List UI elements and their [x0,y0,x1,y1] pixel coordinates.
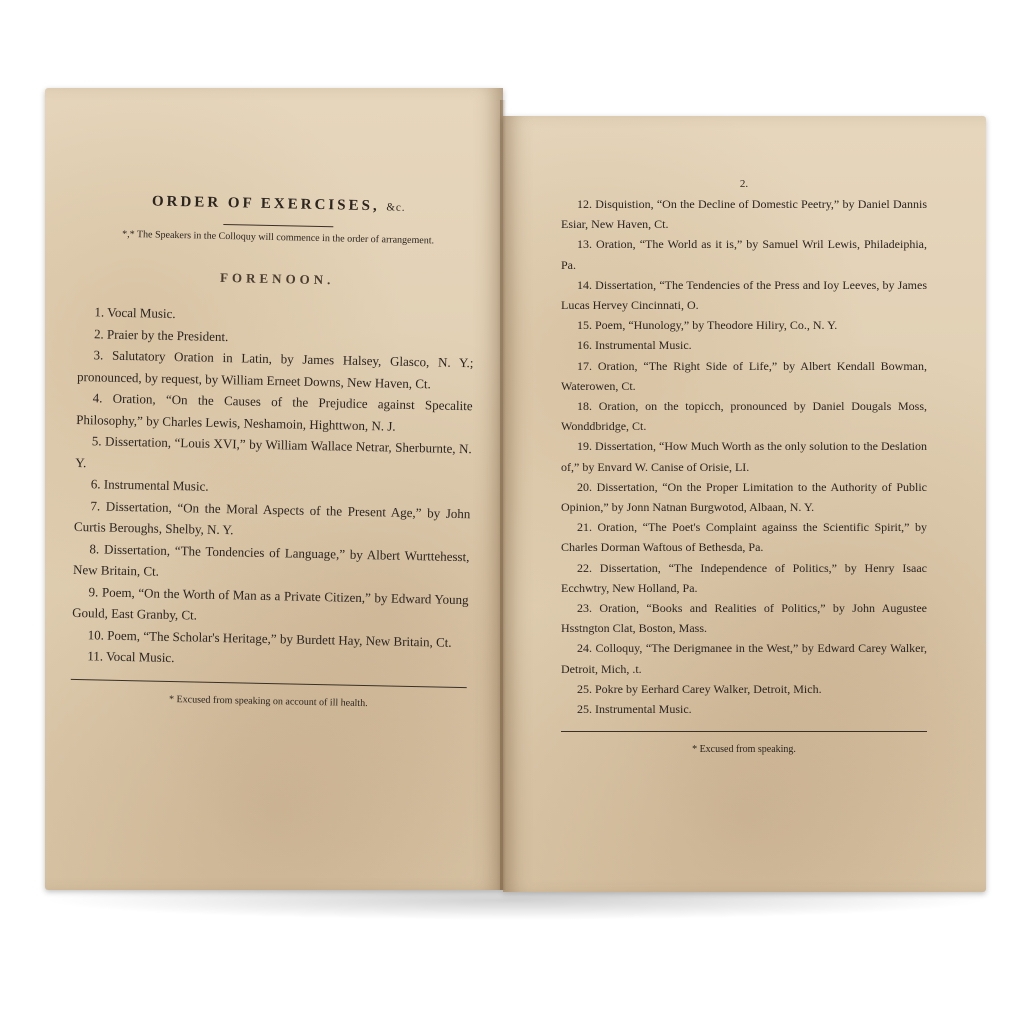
right-page [503,116,986,892]
program-entry: 23. Oration, “Books and Realities of Politics,” by John Augustee Hsstngton Clat, Boston, Mass. [561,601,927,636]
program-entry: 24. Colloquy, “The Derigmanee in the West,” by Edward Carey Walker, Detroit, Mich, .t. [561,641,927,676]
program-entry: 20. Dissertation, “On the Proper Limitation to the Authority of Public Opinion,” by Jonn Natnan Burgwotod, Albaan, N. Y. [561,479,927,515]
program-entry: 1. Vocal Music. [94,304,176,322]
program-entry: 21. Oration, “The Poet's Complaint againss the Scientific Spirit,” by Charles Dorman Waftous of Bethesda, Pa. [561,520,927,555]
program-entry: 8. Dissertation, “The Tondencies of Language,” by Albert Wurttehesst, New Britain, Ct. [72,540,470,579]
program-entry: 2. Praier by the President. [93,325,229,344]
heading-title: ORDER OF EXERCISES, [151,193,380,215]
program-entry: 18. Oration, on the topicch, pronounced by Daniel Dougals Moss, Wonddbridge, Ct. [561,399,927,434]
left-page-content [70,192,477,711]
program-entry: 14. Dissertation, “The Tendencies of the Press and Ioy Leeves, by James Lucas Hervey Cincinnati, O. [561,277,927,313]
heading-rule [223,224,333,227]
program-entry: 4. Oration, “On the Causes of the Prejudice against Specalite Philosophy,” by Charles Lewis, Neshamoin, Highttwon, N. J. [76,390,473,434]
program-entry: 6. Instrumental Music. [90,476,209,494]
program-entry: 19. Dissertation, “How Much Worth as the only solution to the Deslation of,” by Envard W. Canise of Orisie, LI. [561,439,927,474]
program-entry: 5. Dissertation, “Louis XVI,” by William Wallace Netrar, Sherburnte, N. Y. [75,433,472,470]
left-page [45,88,503,890]
footnote-rule [71,678,467,687]
program-entry: 7. Dissertation, “On the Moral Aspects of the Present Age,” by John Curtis Beroughs, Shelby, N. Y. [73,497,471,538]
page-heading [81,192,477,217]
program-entry: 25. Instrumental Music. [577,702,692,717]
book-gutter [500,100,506,890]
program-entry: 12. Disquistion, “On the Decline of Domestic Peetry,” by Daniel Dannis Esiar, New Haven, Ct. [561,197,927,232]
program-entry: 15. Poem, “Hunology,” by Theodore Hiliry, Co., N. Y. [577,318,838,333]
right-page-content [561,178,927,755]
program-entry: 13. Oration, “The World as it is,” by Samuel Wril Lewis, Philadeiphia, Pa. [561,237,927,272]
heading-suffix: &c. [386,201,406,214]
footnote-rule [561,731,927,732]
program-entry: 22. Dissertation, “The Independence of Politics,” by Henry Isaac Ecchwtry, New Holland, Pa. [561,560,927,595]
program-entry: 3. Salutatory Oration in Latin, by James Halsey, Glasco, N. Y.; pronounced, by request, by William Erneet Downs, New Haven, Ct. [76,347,474,391]
program-entry: 25. Pokre by Eerhard Carey Walker, Detroit, Mich. [577,681,822,696]
program-entry: 11. Vocal Music. [87,648,175,666]
program-entry: 17. Oration, “The Right Side of Life,” by Albert Kendall Bowman, Waterowen, Ct. [561,358,927,393]
footnote: * Excused from speaking. [692,744,796,756]
section-title: FORENOON. [219,269,335,288]
footnote: * Excused from speaking on account of ill health. [169,693,368,709]
page-number: 2. [739,178,749,190]
program-entry: 9. Poem, “On the Worth of Man as a Private Citizen,” by Edward Young Gould, East Granby, Ct. [72,583,469,623]
program-entry: 16. Instrumental Music. [577,338,692,353]
speakers-note: *,* The Speakers in the Colloquy will commence in the order of arrangement. [122,228,435,247]
program-entry: 10. Poem, “The Scholar's Heritage,” by Burdett Hay, New Britain, Ct. [87,626,452,650]
